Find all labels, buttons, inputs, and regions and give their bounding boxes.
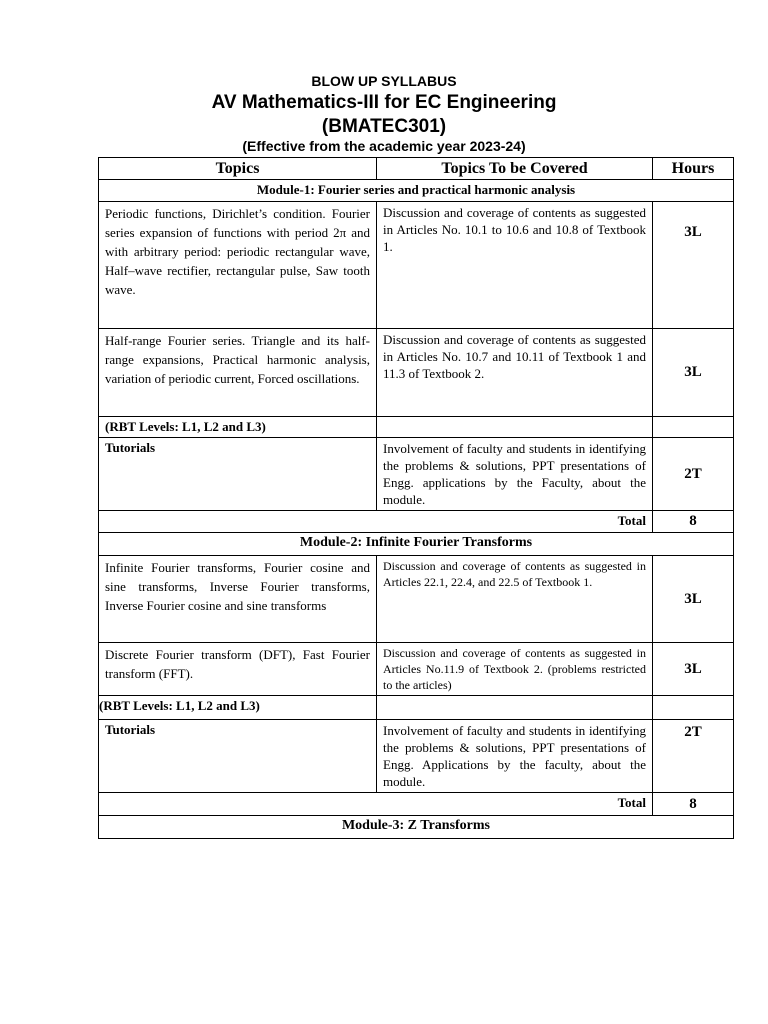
syllabus-table: [98, 157, 734, 839]
module-title: Module-3: Z Transforms: [99, 816, 734, 839]
total-row: [99, 511, 734, 533]
covered-cell: Discussion and coverage of contents as suggested in Articles No. 10.7 and 10.11 of Textbook 1 and 11.3 of Textbook 2.: [377, 329, 653, 417]
rbt-row: [99, 417, 734, 438]
total-label: Total: [99, 793, 653, 816]
rbt-levels: (RBT Levels: L1, L2 and L3): [99, 696, 377, 720]
course-title: AV Mathematics-III for EC Engineering: [211, 92, 557, 113]
col-header-topics: Topics: [99, 158, 377, 180]
covered-cell: Discussion and coverage of contents as suggested in Articles No.11.9 of Textbook 2. (problems restricted to the articles): [377, 643, 653, 696]
rbt-levels: (RBT Levels: L1, L2 and L3): [99, 417, 377, 438]
tutorials-row: [99, 720, 734, 793]
hours-cell: 3L: [653, 202, 734, 329]
topic-cell: Half-range Fourier series. Triangle and its half-range expansions, Practical harmonic analysis, variation of periodic current, Forced oscillations.: [99, 329, 377, 417]
hours-cell: 2T: [653, 438, 734, 511]
topic-cell: Periodic functions, Dirichlet’s condition. Fourier series expansion of functions with period 2π and with arbitrary period: periodic rectangular wave, Half–wave rectifier, rectangular pulse, Saw tooth wave.: [99, 202, 377, 329]
rbt-row: [99, 696, 734, 720]
total-value: 8: [653, 793, 734, 816]
table-row: [99, 643, 734, 696]
course-code: (BMATEC301): [321, 116, 447, 137]
tutorials-row: [99, 438, 734, 511]
hours-cell: 2T: [653, 720, 734, 793]
module-title: Module-1: Fourier series and practical harmonic analysis: [99, 180, 734, 202]
total-label: Total: [99, 511, 653, 533]
total-row: [99, 793, 734, 816]
tutorials-label: Tutorials: [99, 438, 377, 511]
covered-cell: Discussion and coverage of contents as suggested in Articles No. 10.1 to 10.6 and 10.8 of Textbook 1.: [377, 202, 653, 329]
hours-cell: 3L: [653, 643, 734, 696]
col-header-covered: Topics To be Covered: [377, 158, 653, 180]
module-title-row: [99, 816, 734, 839]
module-title-row: [99, 180, 734, 202]
col-header-hours: Hours: [653, 158, 734, 180]
total-value: 8: [653, 511, 734, 533]
table-row: [99, 202, 734, 329]
effective-year: (Effective from the academic year 2023-24): [242, 138, 526, 154]
tutorials-label: Tutorials: [99, 720, 377, 793]
table-header-row: [99, 158, 734, 180]
hours-cell: 3L: [653, 329, 734, 417]
hours-cell: 3L: [653, 556, 734, 643]
covered-cell: Involvement of faculty and students in identifying the problems & solutions, PPT presentations of Engg. applications by the Faculty, about the module.: [377, 438, 653, 511]
covered-cell: Discussion and coverage of contents as suggested in Articles 22.1, 22.4, and 22.5 of Textbook 1.: [377, 556, 653, 643]
topic-cell: Discrete Fourier transform (DFT), Fast Fourier transform (FFT).: [99, 643, 377, 696]
table-row: [99, 329, 734, 417]
module-title: Module-2: Infinite Fourier Transforms: [99, 533, 734, 556]
covered-cell: Involvement of faculty and students in identifying the problems & solutions, PPT presentations of Engg. Applications by the faculty, about the module.: [377, 720, 653, 793]
doc-heading: BLOW UP SYLLABUS: [311, 73, 457, 89]
table-row: [99, 556, 734, 643]
module-title-row: [99, 533, 734, 556]
topic-cell: Infinite Fourier transforms, Fourier cosine and sine transforms, Inverse Fourier transforms, Inverse Fourier cosine and sine transforms: [99, 556, 377, 643]
